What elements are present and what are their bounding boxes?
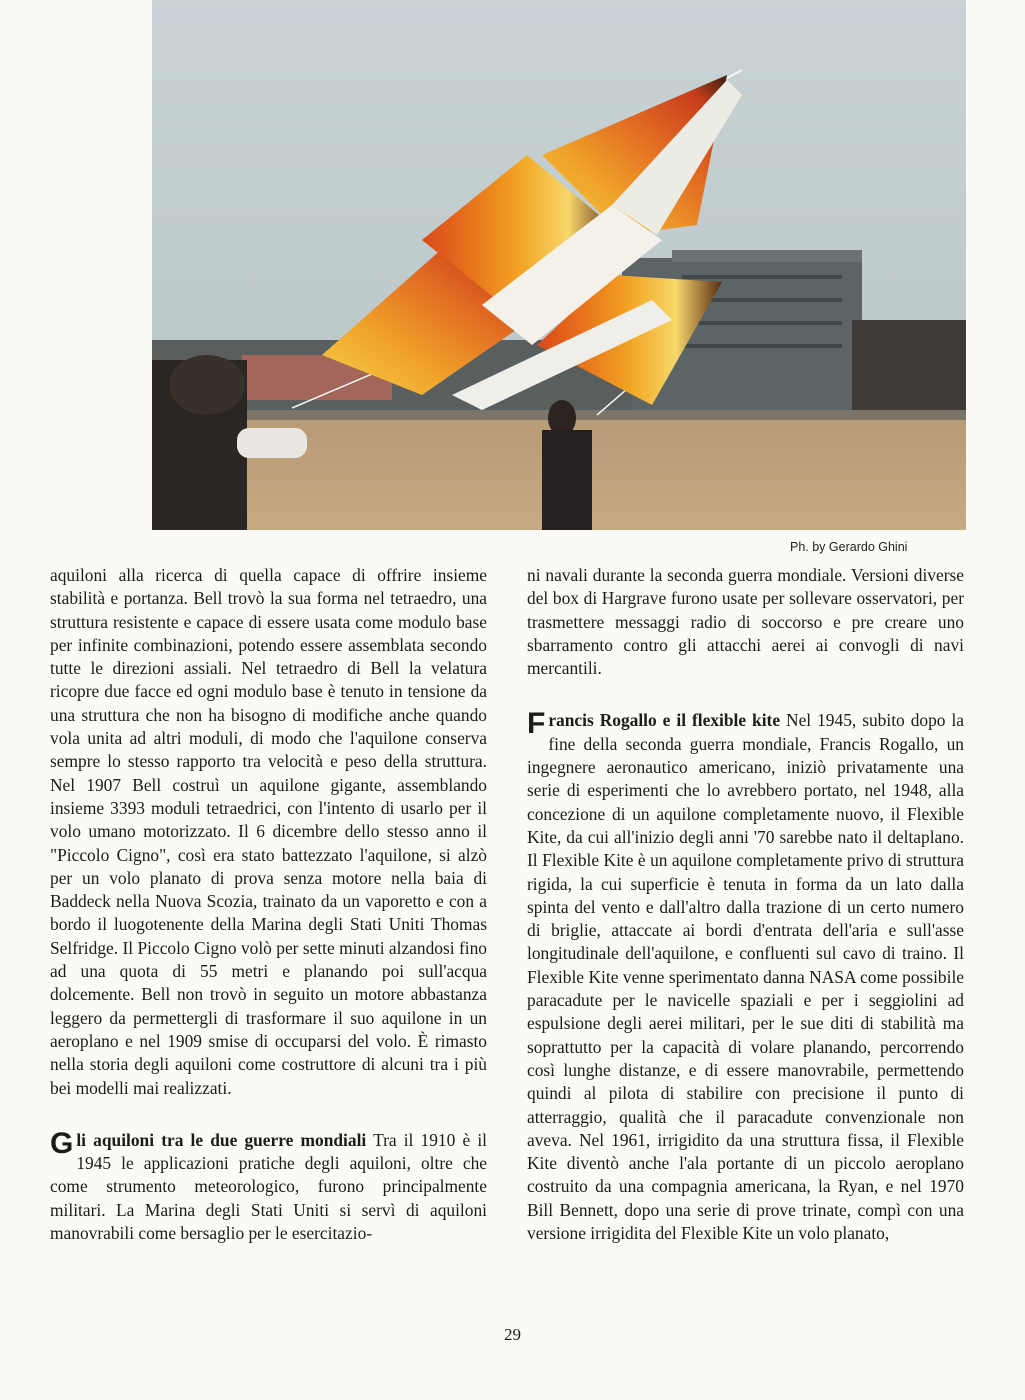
photo-credit: Ph. by Gerardo Ghini — [790, 540, 908, 554]
section-body: Nel 1945, subito dopo la fine della seconda guerra mondiale, Francis Rogallo, un ingegnere aeronautico americano, iniziò privatamente una serie di esperimenti che lo avrebbero portato, nel 1948, alla concezione di un aquilone completamente nuovo, il Flexible Kite, da cui all'inizio degli anni '70 sarebbe nato il deltaplano. Il Flexible Kite è un aquilone completamente privo di struttura rigida, la cui superficie è tenuta in forma da un lato dalla spinta del vento e dall'altro dalla trazione di un certo numero di briglie, attaccate ai bordi d'entrata dell'aria e sull'asse longitudinale dell'aquilone, e confluenti sul cavo di traino. Il Flexible Kite venne sperimentato danna NASA come possibile paracadute per le navicelle spaziali e per i seggiolini ad espulsione degli aerei militari, per le sue diti di stabilità ma soprattutto per la capacità di volare planando, percorrendo così lunghe distanze, e di essere manovrabile, permettendo quindi al pilota di stabilire con precisione il punto di atterraggio, qualità che il paracadute convenzionale non aveva. Nel 1961, irrigidito da una struttura fissa, il Flexible Kite diventò anche l'ala portante di un piccolo aeroplano costruito da una compagnia americana, la Ryan, e nel 1970 Bill Bennett, dopo una serie di prove trinate, compì con una versione irrigidita del Flexible Kite un volo planato, — [527, 710, 964, 1244]
page-number: 29 — [504, 1325, 521, 1344]
section-heading: rancis Rogallo e il flexible kite — [548, 710, 781, 731]
section-gli-aquiloni — [50, 1126, 487, 1245]
drop-cap: F — [527, 707, 546, 741]
paragraph: ni navali durante la seconda guerra mondiale. Versioni diverse del box di Hargrave furono usate per sollevare osservatori, per trasmettere messaggi radio di soccorso e pre creare uno sbarramento contro gli attacchi aerei ai convogli di navi mercantili. — [527, 565, 964, 679]
right-column — [527, 564, 964, 1245]
paragraph: aquiloni alla ricerca di quella capace di offrire insieme stabilità e portanza. Bell trovò la sua forma nel tetraedro, una struttura resistente e capace di essere usata come modulo base per infinite combinazioni, potendo essere assemblata secondo tutte le direzioni assiali. Nel tetraedro di Bell la velatura ricopre due facce ed ogni modulo base è tenuto in tensione da una struttura che non ha bisogno di modifiche anche quando vola unita ad altri moduli, di modo che l'aquilone conserva sempre lo stesso rapporto tra velocità e peso della struttura. Nel 1907 Bell costruì un aquilone gigante, assemblando insieme 3393 moduli tetraedrici, con l'intento di usarlo per il volo umano motorizzato. Il 6 dicembre dello stesso anno il "Piccolo Cigno", così era stato battezzato l'aquilone, si alzò per un volo planato di prova senza motore nella baia di Baddeck nella Nuova Scozia, trainato da un vaporetto e con a bordo il luogotenente della Marina degli Stati Uniti Thomas Selfridge. Il Piccolo Cigno volò per sette minuti alzandosi fino ad una quota di 55 metri e planando poi sull'acqua dolcemente. Bell non trovò in seguito un motore abbastanza leggero da permettergli di trasformare il suo aquilone in un aeroplano e nel 1909 smise di occuparsi del volo. È rimasto nella storia degli aquiloni come costruttore di alcuni tra i più bei modelli mai realizzati. — [50, 565, 487, 1098]
drop-cap: G — [50, 1126, 74, 1160]
section-heading: li aquiloni tra le due guerre mondiali — [76, 1129, 367, 1150]
section-body: Tra il 1910 è il 1945 le applicazioni pratiche degli aquiloni, oltre che come strumento meteorologico, furono principalmente militari. La Marina degli Stati Uniti si servì di aquiloni manovrabili come bersaglio per le esercitazio- — [50, 1129, 487, 1244]
kite-flying-photo — [152, 0, 966, 530]
section-francis-rogallo — [527, 709, 964, 1245]
left-column — [50, 564, 487, 1245]
